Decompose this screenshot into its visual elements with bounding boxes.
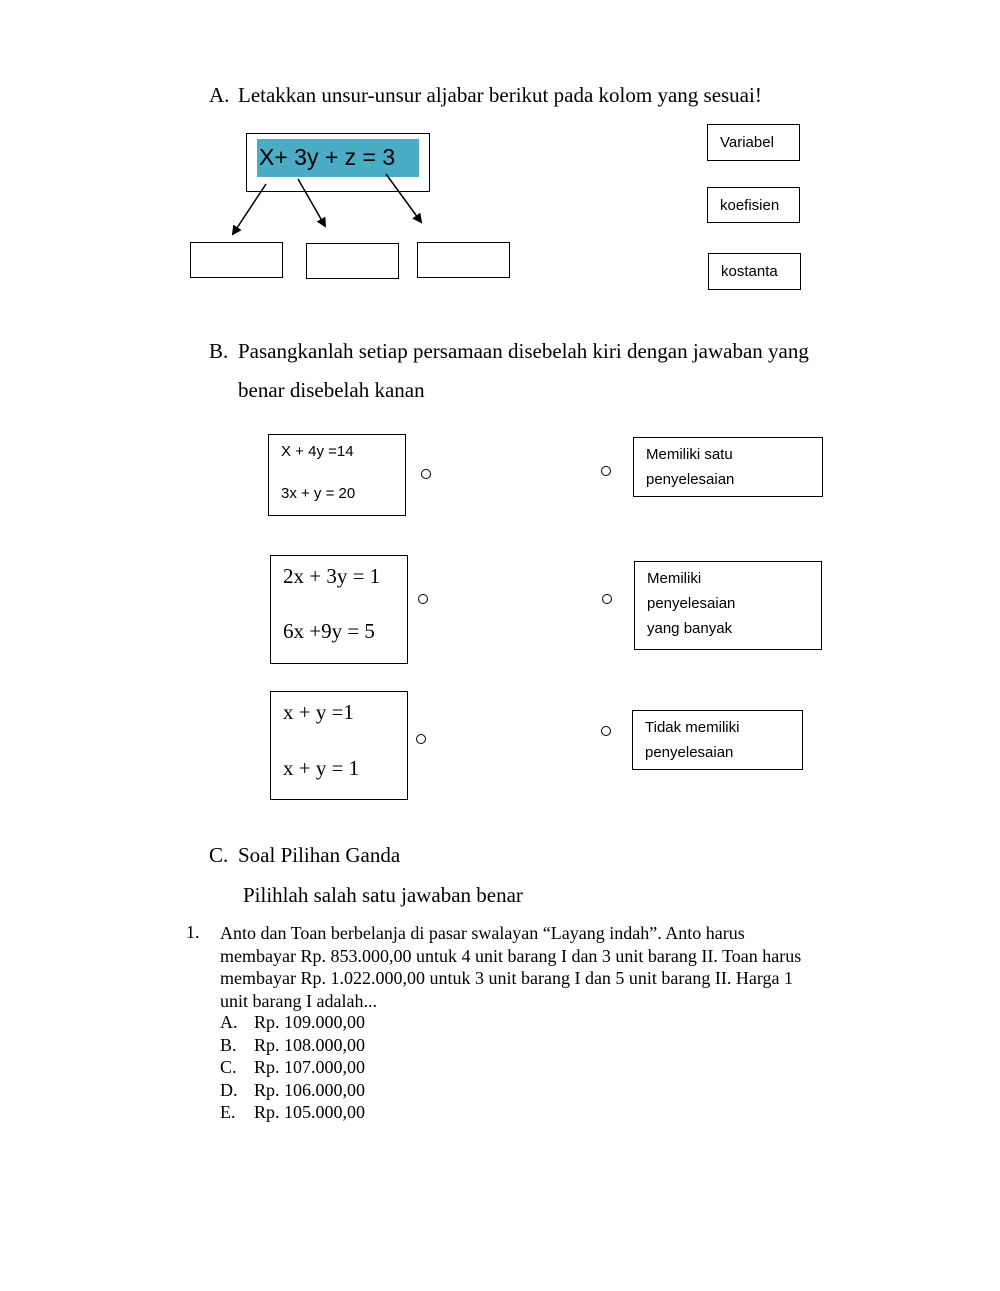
- drop-box-2[interactable]: [306, 243, 399, 279]
- option-b-text: Rp. 108.000,00: [254, 1035, 366, 1055]
- answer-1-line-1: Memiliki satu: [646, 446, 733, 463]
- system-1-connector[interactable]: [421, 469, 431, 479]
- option-c[interactable]: [220, 1057, 420, 1079]
- drop-box-3[interactable]: [417, 242, 510, 278]
- answer-3-connector[interactable]: [601, 726, 611, 736]
- option-d-letter: D.: [220, 1080, 238, 1100]
- system-box-1[interactable]: [268, 434, 406, 516]
- option-c-letter: C.: [220, 1057, 237, 1077]
- question-1-line-2: membayar Rp. 853.000,00 untuk 4 unit barang I dan 3 unit barang II. Toan harus: [220, 945, 802, 966]
- option-c-text: Rp. 107.000,00: [254, 1057, 366, 1077]
- label-koefisien-text: koefisien: [720, 196, 780, 214]
- option-e-letter: E.: [220, 1102, 236, 1122]
- system-box-2[interactable]: [270, 555, 408, 664]
- system-2-line-1: 2x + 3y = 1: [283, 564, 381, 588]
- option-d[interactable]: [220, 1080, 420, 1102]
- label-koefisien[interactable]: [707, 187, 800, 223]
- system-2-line-2: 6x +9y = 5: [283, 619, 375, 643]
- section-b-title-line2: benar disebelah kanan: [238, 378, 425, 402]
- system-1-line-2: 3x + y = 20: [281, 485, 356, 502]
- section-c-instruction: Pilihlah salah satu jawaban benar: [243, 883, 523, 907]
- system-3-line-2: x + y = 1: [283, 756, 360, 780]
- system-3-line-1: x + y =1: [283, 700, 354, 724]
- answer-box-3[interactable]: [632, 710, 803, 770]
- option-a[interactable]: [220, 1012, 420, 1034]
- answer-2-line-1: Memiliki: [647, 570, 702, 587]
- section-a-letter: A.: [209, 83, 230, 107]
- answer-2-line-2: penyelesaian: [647, 595, 736, 612]
- section-b-heading: [209, 339, 869, 367]
- section-b-title-line1: Pasangkanlah setiap persamaan disebelah kiri dengan jawaban yang: [238, 339, 809, 363]
- option-e[interactable]: [220, 1102, 420, 1124]
- label-kostanta-text: kostanta: [721, 263, 778, 280]
- section-c-heading: [209, 843, 509, 871]
- section-b-letter: B.: [209, 339, 229, 363]
- answer-box-1[interactable]: [633, 437, 823, 497]
- system-3-connector[interactable]: [416, 734, 426, 744]
- question-1-line-4: unit barang I adalah...: [220, 990, 377, 1011]
- question-1-number: 1.: [186, 922, 200, 942]
- question-1-text: [220, 922, 880, 1012]
- option-e-text: Rp. 105.000,00: [254, 1102, 366, 1122]
- option-b[interactable]: [220, 1035, 420, 1057]
- answer-1-connector[interactable]: [601, 466, 611, 476]
- answer-1-line-2: penyelesaian: [646, 471, 735, 488]
- system-box-3[interactable]: [270, 691, 408, 800]
- option-a-letter: A.: [220, 1012, 238, 1032]
- answer-3-line-2: penyelesaian: [645, 744, 734, 761]
- section-c-letter: C.: [209, 843, 229, 867]
- option-d-text: Rp. 106.000,00: [254, 1080, 366, 1100]
- arrow-to-box-3: [386, 174, 421, 222]
- label-variabel[interactable]: [707, 124, 800, 161]
- equation-text: X+ 3y + z = 3: [259, 144, 396, 170]
- section-a-title: Letakkan unsur-unsur aljabar berikut pada kolom yang sesuai!: [238, 83, 762, 107]
- system-1-line-1: X + 4y =14: [281, 443, 354, 460]
- answer-2-line-3: yang banyak: [647, 620, 733, 637]
- section-c-title: Soal Pilihan Ganda: [238, 843, 401, 867]
- label-variabel-text: Variabel: [720, 134, 774, 151]
- answer-3-line-1: Tidak memiliki: [645, 719, 740, 736]
- option-b-letter: B.: [220, 1035, 237, 1055]
- arrow-to-box-1: [233, 184, 266, 234]
- question-1-line-3: membayar Rp. 1.022.000,00 untuk 3 unit barang I dan 5 unit barang II. Harga 1: [220, 968, 794, 988]
- question-1-line-1: Anto dan Toan berbelanja di pasar swalayan “Layang indah”. Anto harus: [220, 923, 745, 943]
- answer-2-connector[interactable]: [602, 594, 612, 604]
- label-kostanta[interactable]: [708, 253, 801, 290]
- system-2-connector[interactable]: [418, 594, 428, 604]
- drop-box-1[interactable]: [190, 242, 283, 278]
- arrow-to-box-2: [298, 179, 325, 226]
- option-a-text: Rp. 109.000,00: [254, 1012, 366, 1032]
- answer-box-2[interactable]: [634, 561, 822, 650]
